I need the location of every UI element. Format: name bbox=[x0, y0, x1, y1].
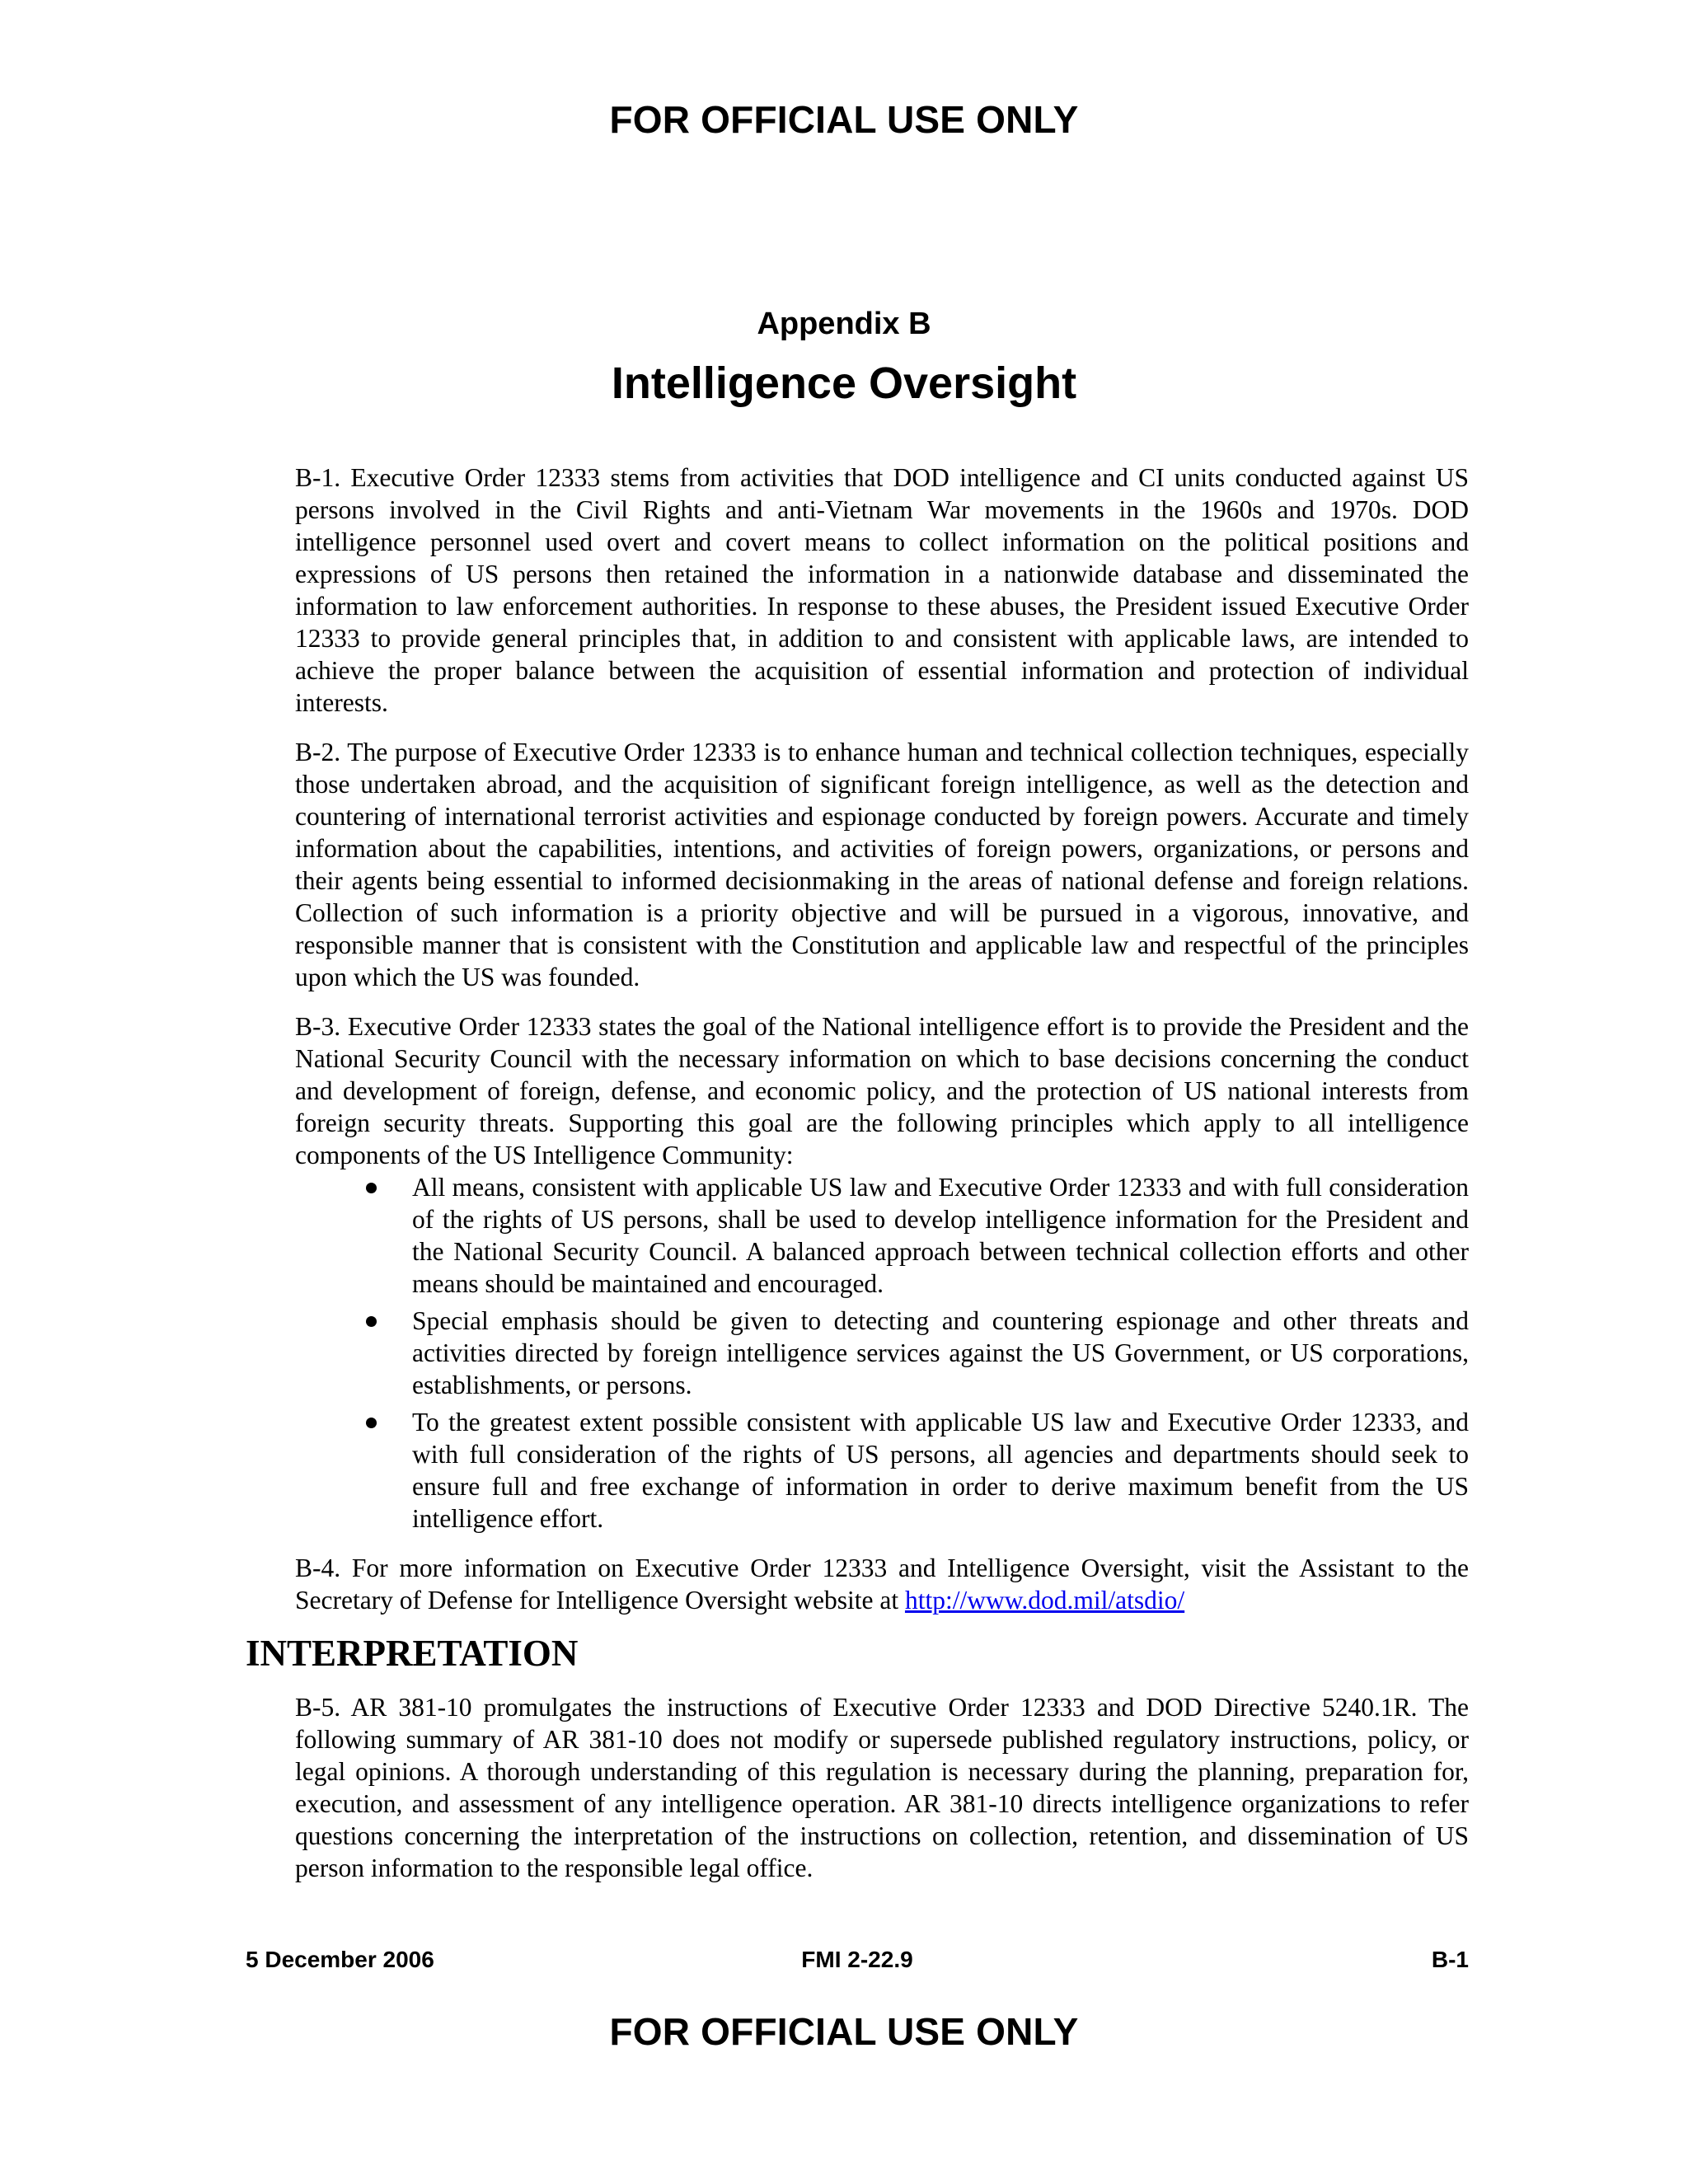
list-item-text: All means, consistent with applicable US law and Executive Order 12333 and with full consideration of the rights of US persons, shall be used to develop intelligence information for the President and the National Security Council. A balanced approach between technical collection efforts and other means should be maintained and encouraged. bbox=[412, 1173, 1469, 1298]
page-title: Intelligence Oversight bbox=[611, 359, 1077, 408]
bullet-icon bbox=[366, 1183, 377, 1193]
bullet-icon bbox=[366, 1418, 377, 1428]
list-item bbox=[295, 1406, 1469, 1535]
paragraph-b2: B-2. The purpose of Executive Order 12333 is to enhance human and technical collection techniques, especially those undertaken abroad, and the acquisition of significant foreign intelligence, as well as the detection and countering of international terrorist activities and espionage conducted by foreign powers. Accurate and timely information about the capabilities, intentions, and activities of foreign powers, organizations, or persons and their agents being essential to informed decisionmaking in the areas of national defense and foreign relations. Collection of such information is a priority objective and will be pursued in a vigorous, innovative, and responsible manner that is consistent with the Constitution and applicable law and respectful of the principles upon which the US was founded. bbox=[295, 738, 1469, 991]
paragraph-b4 bbox=[295, 1552, 1469, 1616]
footer-doc-id: FMI 2-22.9 bbox=[801, 1947, 913, 1972]
classification-banner-top: FOR OFFICIAL USE ONLY bbox=[609, 98, 1079, 141]
list-item bbox=[295, 1171, 1469, 1300]
paragraph-b4-text: B-4. For more information on Executive Order 12333 and Intelligence Oversight, visit the Assistant to the Secretary of Defense for Intelligence Oversight website at bbox=[295, 1554, 1469, 1615]
list-item-text: Special emphasis should be given to detecting and countering espionage and other threats and activities directed by foreign intelligence services against the US Government, or US corporations, establishments, or persons. bbox=[412, 1306, 1469, 1399]
principles-list bbox=[295, 1171, 1469, 1535]
paragraph-b5: B-5. AR 381-10 promulgates the instructions of Executive Order 12333 and DOD Directive 5240.1R. The following summary of AR 381-10 does not modify or supersede published regulatory instructions, policy, or legal opinions. A thorough understanding of this regulation is necessary during the planning, preparation for, execution, and assessment of any intelligence operation. AR 381-10 directs intelligence organizations to refer questions concerning the interpretation of the instructions on collection, retention, and dissemination of US person information to the responsible legal office. bbox=[295, 1693, 1469, 1882]
list-item-text: To the greatest extent possible consistent with applicable US law and Executive Order 12333, and with full consideration of the rights of US persons, all agencies and departments should seek to ensure full and free exchange of information in order to derive maximum benefit from the US intelligence effort. bbox=[412, 1408, 1469, 1533]
paragraph-b3: B-3. Executive Order 12333 states the goal of the National intelligence effort is to provide the President and the National Security Council with the necessary information on which to base decisions concerning the conduct and development of foreign, defense, and economic policy, and the protection of US national interests from foreign security threats. Supporting this goal are the following principles which apply to all intelligence components of the US Intelligence Community: bbox=[295, 1012, 1469, 1169]
interpretation-body bbox=[295, 1691, 1469, 1884]
footer-page-number: B-1 bbox=[1431, 1947, 1469, 1972]
classification-banner-bottom: FOR OFFICIAL USE ONLY bbox=[609, 2010, 1079, 2053]
bullet-icon bbox=[366, 1316, 377, 1327]
section-heading-interpretation: INTERPRETATION bbox=[246, 1633, 579, 1674]
list-item bbox=[295, 1305, 1469, 1401]
appendix-label: Appendix B bbox=[757, 307, 931, 341]
footer-date: 5 December 2006 bbox=[246, 1947, 434, 1972]
atsdio-link[interactable]: http://www.dod.mil/atsdio/ bbox=[904, 1586, 1185, 1615]
document-body bbox=[295, 462, 1469, 1633]
paragraph-b1: B-1. Executive Order 12333 stems from activities that DOD intelligence and CI units conducted against US persons involved in the Civil Rights and anti-Vietnam War movements in the 1960s and 1970s. DOD intelligence personnel used overt and covert means to collect information on the political positions and expressions of US persons then retained the information in a nationwide database and disseminated the information to law enforcement authorities. In response to these abuses, the President issued Executive Order 12333 to provide general principles that, in addition to and consistent with applicable laws, are intended to achieve the proper balance between the acquisition of essential information and protection of individual interests. bbox=[295, 463, 1469, 717]
